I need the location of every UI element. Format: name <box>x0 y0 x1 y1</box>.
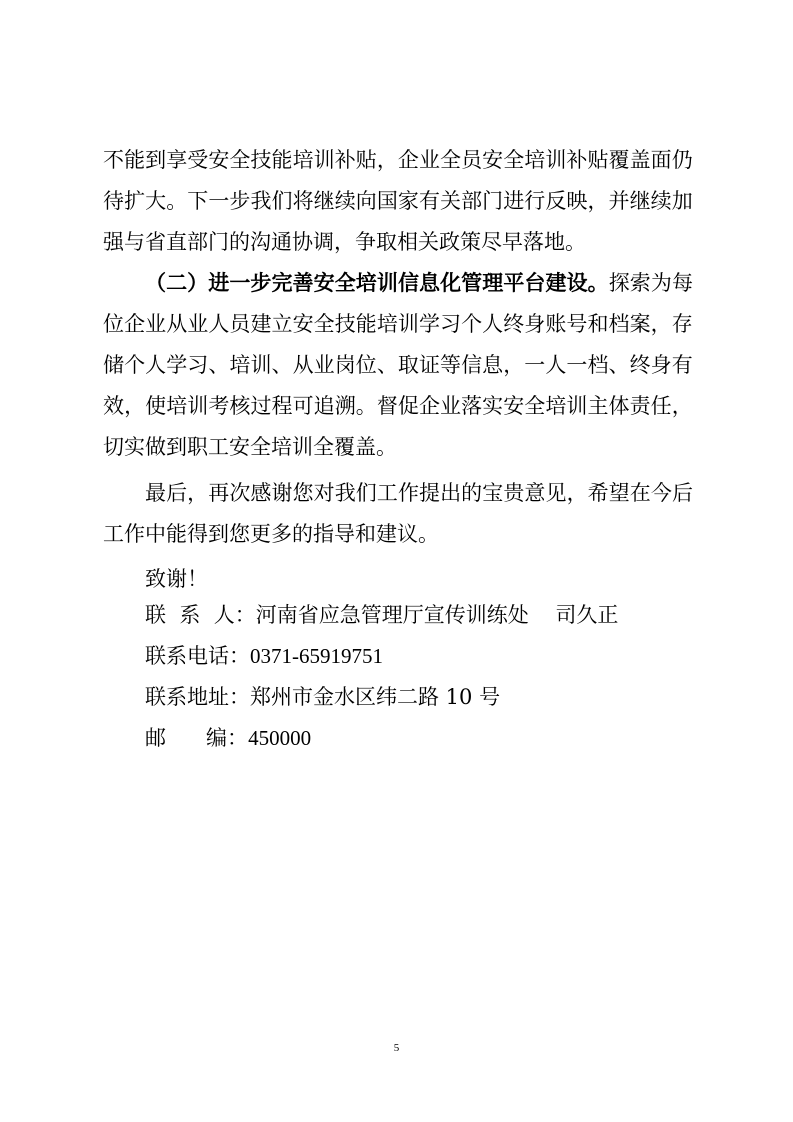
paragraph-line: 工作中能得到您更多的指导和建议。 <box>103 522 439 546</box>
contact-phone <box>145 641 383 671</box>
contact-postcode-label: 邮 编： <box>145 726 249 750</box>
paragraph-line: 不 能 到 享 受 安 全 技 能 培 训 补 贴 ， 企 业 全 员 安 全 培 训 补 贴 覆 盖 面 仍 <box>103 148 693 172</box>
contact-address-label: 联系地址： <box>145 685 250 709</box>
paragraph-line: 效 ， 使 培 训 考 核 过 程 可 追 溯 。 督 促 企 业 落 实 安 全 培 训 主 体 责 任 ， <box>103 394 693 418</box>
paragraph-heading-line: （ 二 ） 进 一 步 完 善 安 全 培 训 信 息 化 管 理 平 台 建 设 。 探 索 为 每 <box>145 270 693 295</box>
page-number: 5 <box>393 1042 400 1054</box>
contact-person <box>145 600 618 630</box>
contact-address <box>145 682 500 712</box>
contact-person-value: 河南省应急管理厅宣传训练处 司久正 <box>255 603 619 627</box>
paragraph-line: 储 个 人 学 习 、 培 训 、 从 业 岗 位 、 取 证 等 信 息 ， 一 人 一 档 、 终 身 有 <box>103 353 693 377</box>
paragraph-line: 切实做到职工安全培训全覆盖。 <box>103 435 397 459</box>
contact-postcode-value: 450000 <box>248 726 312 750</box>
contact-postcode <box>145 723 311 753</box>
paragraph-line: 待 扩 大 。 下 一 步 我 们 将 继 续 向 国 家 有 关 部 门 进 行 反 映 ， 并 继 续 加 <box>103 189 693 213</box>
contact-person-label: 联 系 人： <box>145 603 256 627</box>
contact-phone-value: 0371-65919751 <box>250 644 383 668</box>
closing-thanks: 致谢！ <box>145 567 208 591</box>
contact-address-value: 郑州市金水区纬二路 10 号 <box>250 685 501 709</box>
paragraph-line: 最 后 ， 再 次 感 谢 您 对 我 们 工 作 提 出 的 宝 贵 意 见 ， 希 望 在 今 后 <box>145 481 693 505</box>
paragraph-line: 位 企 业 从 业 人 员 建 立 安 全 技 能 培 训 学 习 个 人 终 身 账 号 和 档 案 ， 存 <box>103 312 693 336</box>
contact-phone-label: 联系电话： <box>145 644 250 668</box>
paragraph-line: 强与省直部门的沟通协调，争取相关政策尽早落地。 <box>103 230 586 254</box>
